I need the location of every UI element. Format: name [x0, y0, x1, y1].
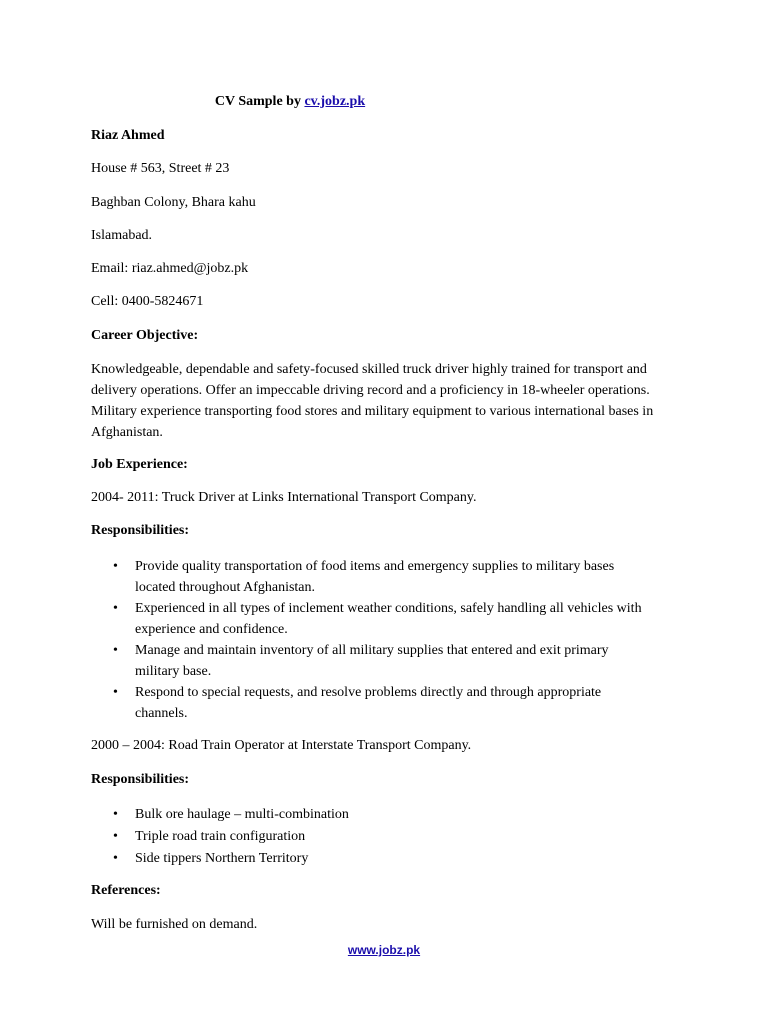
list-item: • Side tippers Northern Territory — [91, 848, 651, 870]
email-line: Email: riaz.ahmed@jobz.pk — [91, 261, 249, 276]
job2-responsibilities-heading: Responsibilities: — [91, 772, 190, 787]
objective-text: Knowledgeable, dependable and safety-focused skilled truck driver highly trained for transport and delivery operations. Offer an impeccable driving record and a proficiency in 18-wheeler operations. Military experience transporting food stores and military equipment to various international bases in Afghanistan. — [91, 362, 654, 440]
list-item: • Triple road train configuration — [91, 826, 651, 848]
job1-responsibilities-heading: Responsibilities: — [91, 523, 190, 538]
list-item: • Respond to special requests, and resolve problems directly and through appropriate channels. — [91, 682, 651, 724]
objective-heading: Career Objective: — [91, 328, 199, 343]
candidate-name: Riaz Ahmed — [91, 128, 165, 143]
references-heading: References: — [91, 883, 161, 898]
cell-line: Cell: 0400-5824671 — [91, 294, 204, 309]
list-item: • Experienced in all types of inclement weather conditions, safely handling all vehicles with experience and confidence. — [91, 598, 651, 640]
job1-title: 2004- 2011: Truck Driver at Links International Transport Company. — [91, 490, 477, 505]
job2-title: 2000 – 2004: Road Train Operator at Interstate Transport Company. — [91, 738, 472, 753]
address-city: Islamabad. — [91, 228, 153, 243]
address-line-1: House # 563, Street # 23 — [91, 161, 230, 176]
list-item: • Manage and maintain inventory of all military supplies that entered and exit primary military base. — [91, 640, 651, 682]
address-line-2: Baghban Colony, Bhara kahu — [91, 195, 256, 210]
references-text: Will be furnished on demand. — [91, 917, 258, 932]
footer-link[interactable]: www.jobz.pk — [347, 943, 421, 957]
page-title — [0, 94, 580, 110]
list-item: • Provide quality transportation of food items and emergency supplies to military bases located throughout Afghanistan. — [91, 556, 651, 598]
experience-heading: Job Experience: — [91, 457, 188, 472]
job2-responsibilities-list — [91, 804, 651, 870]
title-link[interactable]: cv.jobz.pk — [304, 94, 366, 109]
list-item: • Bulk ore haulage – multi-combination — [91, 804, 651, 826]
title-prefix: CV Sample by — [214, 94, 305, 109]
job1-responsibilities-list — [91, 556, 651, 724]
footer — [0, 943, 768, 957]
